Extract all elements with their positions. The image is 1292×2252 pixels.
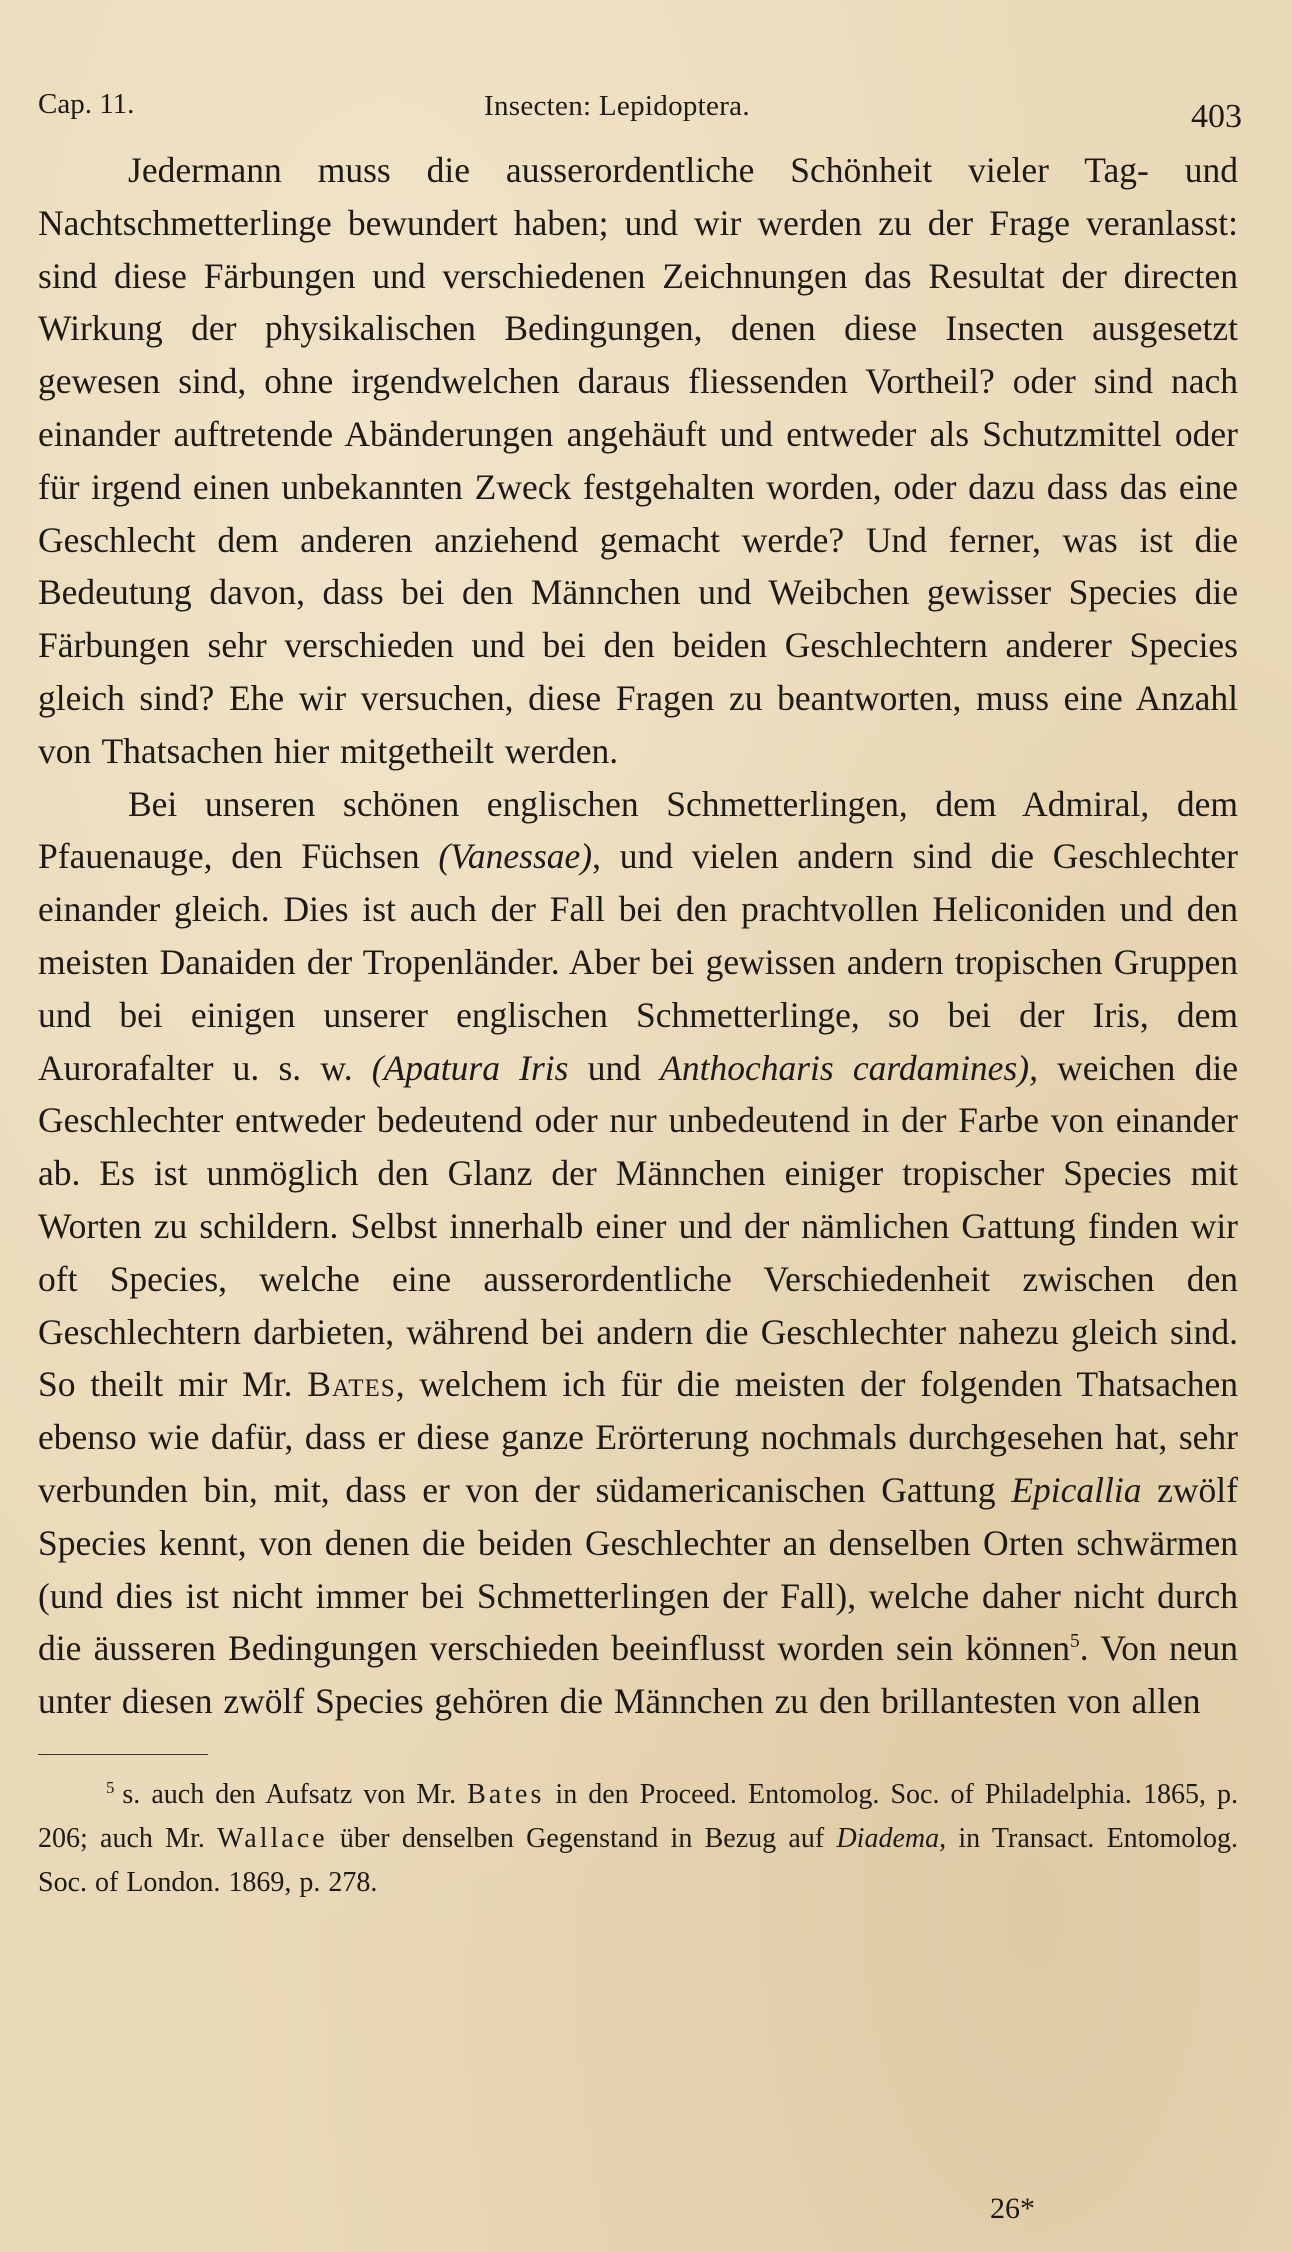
footnote-mark: 5 — [106, 1777, 115, 1797]
body-text — [38, 144, 1238, 1728]
fn-taxon-diadema: Diadema, — [836, 1822, 947, 1854]
fn-author-bates: Bates — [467, 1778, 545, 1810]
book-page — [38, 88, 1242, 1905]
fn-text-3: über denselben Gegenstand in Bezug auf — [327, 1822, 837, 1854]
chapter-label: Cap. 11. — [38, 88, 135, 120]
taxon-anthocharis: Anthocharis cardamines), — [660, 1047, 1038, 1088]
p2-text-6: . Von neun unter diesen zwölf Species gehören die Männchen zu den brillantesten von allen — [38, 1628, 1238, 1722]
running-head — [38, 88, 1242, 144]
p2-text-5: zwölf Species kennt, von denen die beiden Geschlechter an denselben Orten schwärmen (und dies ist nicht immer bei Schmetterlingen der Fall), welche daher nicht durch die äusseren Bedingungen verschieden beeinflusst worden sein können — [38, 1469, 1238, 1669]
taxon-vanessae: (Vanessae) — [438, 836, 593, 877]
running-title: Insecten: Lepidoptera. — [484, 90, 750, 122]
p2-text-4: , welchem ich für die meisten der folgenden Thatsachen ebenso wie dafür, dass er diese ganze Erörterung nochmals durchgesehen hat, sehr verbunden bin, mit, dass er von der südamericanischen Gattung — [38, 1364, 1238, 1510]
p2-text-3: weichen die Geschlechter entweder bedeutend oder nur unbedeutend in der Farbe von einander ab. Es ist unmöglich den Glanz der Männchen einiger tropischer Species mit Worten zu schildern. Selbst innerhalb einer und der nämlichen Gattung finden wir oft Species, welche eine ausserordentliche Verschiedenheit zwischen den Geschlechtern darbieten, während bei andern die Geschlechter nahezu gleich sind. So theilt mir Mr. — [38, 1047, 1239, 1405]
taxon-apatura-iris: (Apatura Iris — [371, 1047, 569, 1088]
fn-text-2: in den Proceed. Entomolog. Soc. of Philadelphia. 1865, p. 206; auch Mr. — [38, 1778, 1239, 1854]
page-number: 403 — [1191, 98, 1242, 135]
fn-text-4: in Transact. Entomolog. Soc. of London. 1869, p. 278. — [38, 1822, 1239, 1898]
fn-author-wallace: Wallace — [217, 1822, 328, 1854]
signature-mark: 26* — [990, 2192, 1035, 2225]
fn-text-1: s. auch den Aufsatz von Mr. — [122, 1778, 468, 1810]
p2-text-1: Bei unseren schönen englischen Schmetterlingen, dem Admiral, dem Pfauenauge, den Füchsen — [38, 783, 1238, 877]
footnote — [38, 1773, 1238, 1905]
author-bates: Bates — [307, 1364, 396, 1405]
footnote-reference: 5 — [1069, 1631, 1080, 1653]
footnote-rule — [38, 1754, 208, 1755]
paragraph-1: Jedermann muss die ausserordentliche Schönheit vieler Tag- und Nachtschmetterlinge bewundert haben; und wir werden zu der Frage veranlasst: sind diese Färbungen und verschiedenen Zeichnungen das Resultat der directen Wirkung der physikalischen Bedingungen, denen diese Insecten ausgesetzt gewesen sind, ohne irgendwelchen daraus fliessenden Vortheil? oder sind nach einander auftretende Abänderungen angehäuft und entweder als Schutzmittel oder für irgend einen unbekannten Zweck festgehalten worden, oder dazu dass das eine Geschlecht dem anderen anziehend gemacht werde? Und ferner, was ist die Bedeutung davon, dass bei den Männchen und Weibchen gewisser Species die Färbungen sehr verschieden und bei den beiden Geschlechtern anderer Species gleich sind? Ehe wir versuchen, diese Fragen zu beantworten, muss eine Anzahl von Thatsachen hier mitgetheilt werden. — [38, 150, 1238, 771]
p2-und: und — [568, 1047, 661, 1088]
paragraph-2 — [38, 778, 1238, 1728]
taxon-epicallia: Epicallia — [1011, 1469, 1142, 1510]
p2-text-2: , und vielen andern sind die Geschlechter einander gleich. Dies ist auch der Fall bei den prachtvollen Heliconiden und den meisten Danaiden der Tropenländer. Aber bei gewissen andern tropischen Gruppen und bei einigen unserer englischen Schmetterlinge, so bei der Iris, dem Aurorafalter u. s. w. — [38, 836, 1239, 1088]
